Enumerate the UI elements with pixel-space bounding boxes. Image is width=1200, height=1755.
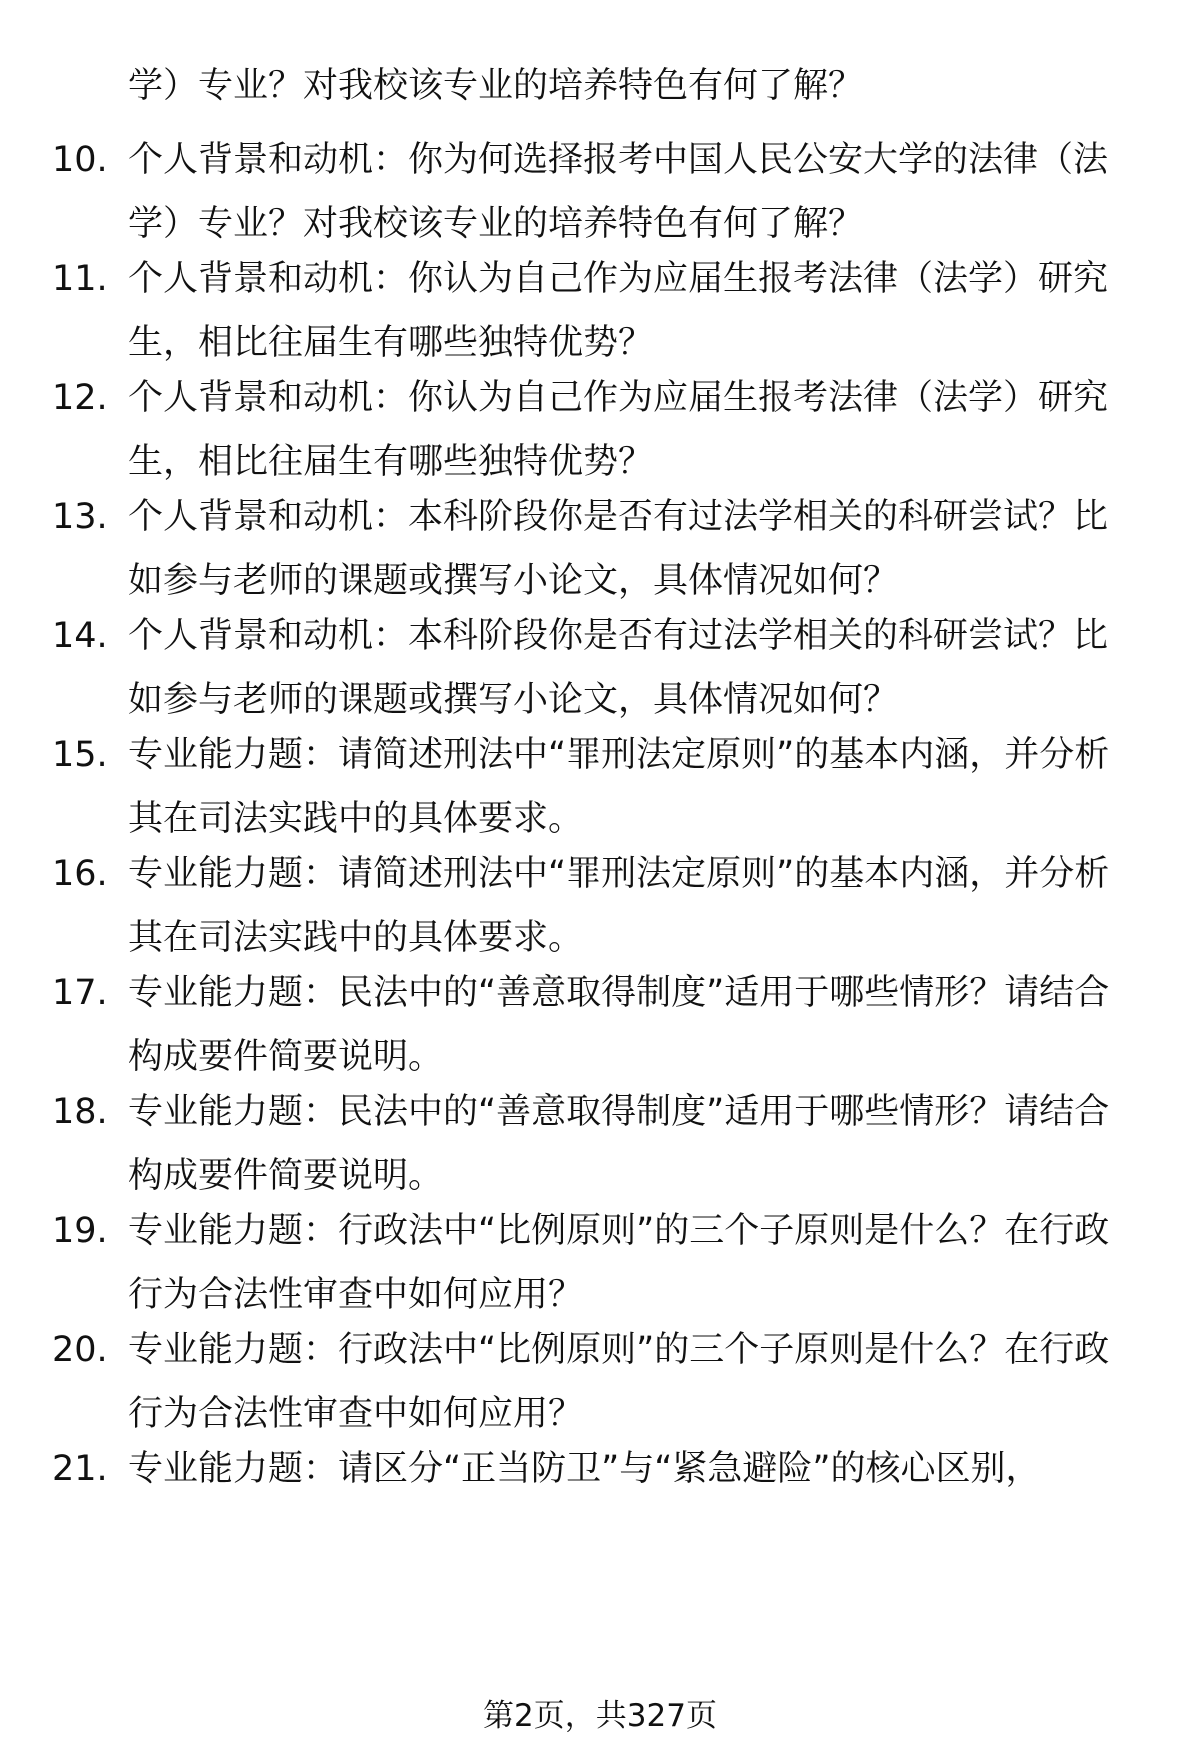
item-text: 个人背景和动机：你认为自己作为应届生报考法律（法学）研究生，相比往届生有哪些独特优势？ (128, 259, 1109, 363)
item-text: 个人背景和动机：本科阶段你是否有过法学相关的科研尝试？比如参与老师的课题或撰写小论文，具体情况如何？ (128, 497, 1109, 601)
item-number: 15. (52, 735, 108, 775)
item-text: 专业能力题：行政法中“比例原则”的三个子原则是什么？在行政行为合法性审查中如何应用？ (128, 1330, 1110, 1434)
item-text: 专业能力题：请区分“正当防卫”与“紧急避险”的核心区别， (128, 1449, 1041, 1489)
item-number: 21. (52, 1449, 108, 1489)
item-number: 13. (52, 497, 108, 537)
item-number: 12. (52, 378, 108, 418)
item-number: 14. (52, 616, 108, 656)
item-text: 专业能力题：请简述刑法中“罪刑法定原则”的基本内涵，并分析其在司法实践中的具体要求。 (128, 854, 1110, 958)
item-number: 20. (52, 1330, 108, 1370)
item-number: 10. (52, 140, 108, 180)
item-text: 个人背景和动机：你为何选择报考中国人民公安大学的法律（法学）专业？对我校该专业的培养特色有何了解？ (128, 140, 1109, 244)
item-number: 18. (52, 1092, 108, 1132)
item-number: 16. (52, 854, 108, 894)
item-text: 个人背景和动机：你认为自己作为应届生报考法律（法学）研究生，相比往届生有哪些独特优势？ (128, 378, 1109, 482)
item-text: 专业能力题：行政法中“比例原则”的三个子原则是什么？在行政行为合法性审查中如何应用？ (128, 1211, 1110, 1315)
item-number: 17. (52, 973, 108, 1013)
item-number: 11. (52, 259, 108, 299)
item-number: 19. (52, 1211, 108, 1251)
item-text: 专业能力题：民法中的“善意取得制度”适用于哪些情形？请结合构成要件简要说明。 (128, 973, 1110, 1077)
continuation-text: 学）专业？对我校该专业的培养特色有何了解？ (128, 66, 864, 106)
page-footer: 第2页，共327页 (483, 1698, 717, 1734)
item-text: 专业能力题：民法中的“善意取得制度”适用于哪些情形？请结合构成要件简要说明。 (128, 1092, 1110, 1196)
item-text: 专业能力题：请简述刑法中“罪刑法定原则”的基本内涵，并分析其在司法实践中的具体要求。 (128, 735, 1110, 839)
item-text: 个人背景和动机：本科阶段你是否有过法学相关的科研尝试？比如参与老师的课题或撰写小论文，具体情况如何？ (128, 616, 1109, 720)
